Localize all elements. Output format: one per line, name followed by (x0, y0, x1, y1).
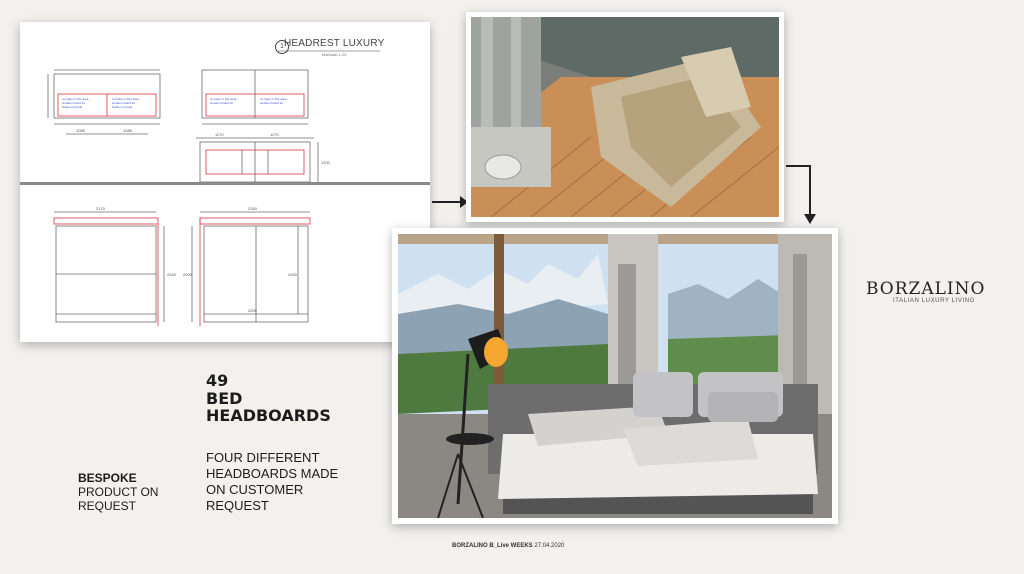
brand-tagline: ITALIAN LUXURY LIVING (893, 298, 975, 304)
bespoke-line: PRODUCT ON (78, 485, 159, 499)
footer-brand: BORZALINO B_Live WEEKS (452, 543, 533, 549)
brand-logo: BORZALINO (866, 279, 986, 299)
dim-label: 1085 (123, 128, 132, 133)
description-line: FOUR DIFFERENT (206, 450, 320, 465)
footer-date: 27.04.2020 (534, 543, 565, 549)
drawing-sketch (20, 22, 430, 342)
description (206, 450, 376, 514)
photo-illustration (398, 234, 832, 518)
dim-label: 1170 (270, 132, 279, 137)
dim-label: 2340 (167, 272, 176, 277)
bedroom-photo (392, 228, 838, 524)
drawing-number: 1 (275, 40, 289, 54)
svg-text:no foam in this area -: no foam in this area - (112, 97, 141, 101)
svg-text:fixation of beds: fixation of beds (112, 105, 133, 109)
dim-label: 1170 (215, 132, 224, 137)
drawing-title: HEADREST LUXURY (284, 38, 385, 49)
svg-text:wooden board for: wooden board for (260, 101, 284, 105)
dim-label: 2000 (183, 272, 192, 277)
description-line: REQUEST (206, 498, 269, 513)
svg-text:no foam in this area -: no foam in this area - (210, 97, 239, 101)
headline-title (206, 390, 356, 424)
description-line: HEADBOARDS MADE (206, 466, 339, 481)
svg-text:wooden board for: wooden board for (112, 101, 136, 105)
dim-label: 2200 (248, 308, 257, 313)
svg-text:wooden board for: wooden board for (62, 101, 86, 105)
svg-text:fixation of beds: fixation of beds (62, 105, 83, 109)
arrow-right-icon (430, 192, 470, 212)
bespoke-line: BESPOKE (78, 471, 137, 485)
bespoke-line: REQUEST (78, 499, 137, 513)
bespoke-note (78, 471, 188, 513)
render-illustration (471, 17, 779, 217)
dim-label: 2170 (96, 206, 105, 211)
dim-label: 1200 (321, 160, 330, 165)
dim-label: 1085 (76, 128, 85, 133)
svg-text:wooden board for: wooden board for (210, 101, 234, 105)
dim-label: 2000 (288, 272, 297, 277)
technical-drawing (20, 22, 430, 342)
footer (452, 543, 564, 549)
arrow-down-icon (782, 160, 816, 226)
description-line: ON CUSTOMER (206, 482, 304, 497)
svg-text:no foam in this area -: no foam in this area - (62, 97, 91, 101)
headline-number: 49 (206, 371, 229, 390)
headline-title-line: BED (206, 389, 243, 408)
render-image (466, 12, 784, 222)
svg-text:no foam in this area -: no foam in this area - (260, 97, 289, 101)
headline-title-line: HEADBOARDS (206, 406, 331, 425)
drawing-subtitle: Maßstab 1:25 (322, 52, 347, 57)
dim-label: 2340 (248, 206, 257, 211)
